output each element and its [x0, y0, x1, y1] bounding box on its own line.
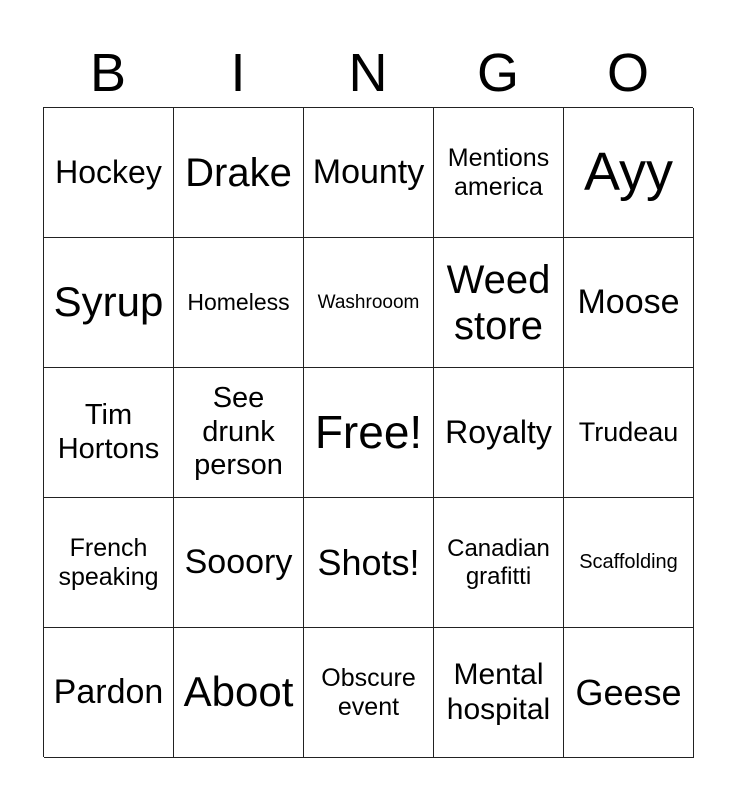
bingo-cell[interactable]	[174, 238, 304, 368]
bingo-cell[interactable]	[44, 108, 174, 238]
cell-label: Weed store	[446, 257, 551, 348]
bingo-cell[interactable]	[174, 498, 304, 628]
bingo-cell[interactable]	[44, 368, 174, 498]
bingo-board	[43, 107, 693, 757]
cell-label: Free!	[314, 406, 423, 459]
bingo-cell[interactable]	[174, 628, 304, 758]
bingo-cell[interactable]	[174, 108, 304, 238]
cell-label: Mentions america	[447, 143, 550, 201]
cell-label: Canadian grafitti	[447, 534, 550, 590]
cell-label: Drake	[185, 150, 292, 195]
bingo-cell[interactable]	[434, 108, 564, 238]
cell-label: Mounty	[312, 152, 425, 191]
cell-label: Syrup	[53, 278, 164, 326]
bingo-cell[interactable]	[434, 238, 564, 368]
bingo-header	[43, 38, 693, 108]
cell-label: Mental hospital	[446, 658, 551, 726]
header-letter-i: I	[230, 43, 246, 103]
bingo-cell[interactable]	[44, 238, 174, 368]
bingo-cell[interactable]	[174, 368, 304, 498]
bingo-cell[interactable]	[304, 628, 434, 758]
cell-label: Hockey	[55, 154, 162, 191]
cell-label: Sooory	[184, 542, 293, 581]
cell-label: Scaffolding	[579, 551, 678, 573]
header-letter-n: N	[348, 43, 388, 103]
cell-label: Aboot	[183, 668, 294, 716]
cell-label: Shots!	[317, 541, 420, 583]
bingo-cell[interactable]	[304, 108, 434, 238]
bingo-cell[interactable]	[304, 238, 434, 368]
cell-label: Pardon	[53, 672, 164, 711]
cell-label: See drunk person	[194, 382, 283, 482]
bingo-cell[interactable]	[564, 628, 694, 758]
header-letter-g: G	[476, 43, 519, 103]
bingo-cell[interactable]	[44, 498, 174, 628]
bingo-cell[interactable]	[564, 108, 694, 238]
free-space-cell[interactable]	[304, 368, 434, 498]
bingo-cell[interactable]	[564, 368, 694, 498]
bingo-cell[interactable]	[564, 238, 694, 368]
bingo-cell[interactable]	[564, 498, 694, 628]
header-letter-b: B	[89, 43, 127, 103]
bingo-cell[interactable]	[44, 628, 174, 758]
bingo-cell[interactable]	[304, 498, 434, 628]
bingo-cell[interactable]	[434, 628, 564, 758]
cell-label: Homeless	[187, 289, 290, 316]
header-letter-o: O	[606, 43, 649, 103]
cell-label: Tim Hortons	[57, 399, 160, 465]
bingo-cell[interactable]	[434, 368, 564, 498]
cell-label: French speaking	[58, 533, 159, 591]
cell-label: Obscure event	[321, 663, 416, 721]
cell-label: Geese	[575, 671, 682, 713]
bingo-cell[interactable]	[434, 498, 564, 628]
cell-label: Washrooom	[317, 291, 420, 313]
cell-label: Royalty	[445, 414, 552, 451]
cell-label: Trudeau	[578, 416, 679, 447]
cell-label: Ayy	[583, 142, 674, 203]
cell-label: Moose	[577, 282, 680, 321]
